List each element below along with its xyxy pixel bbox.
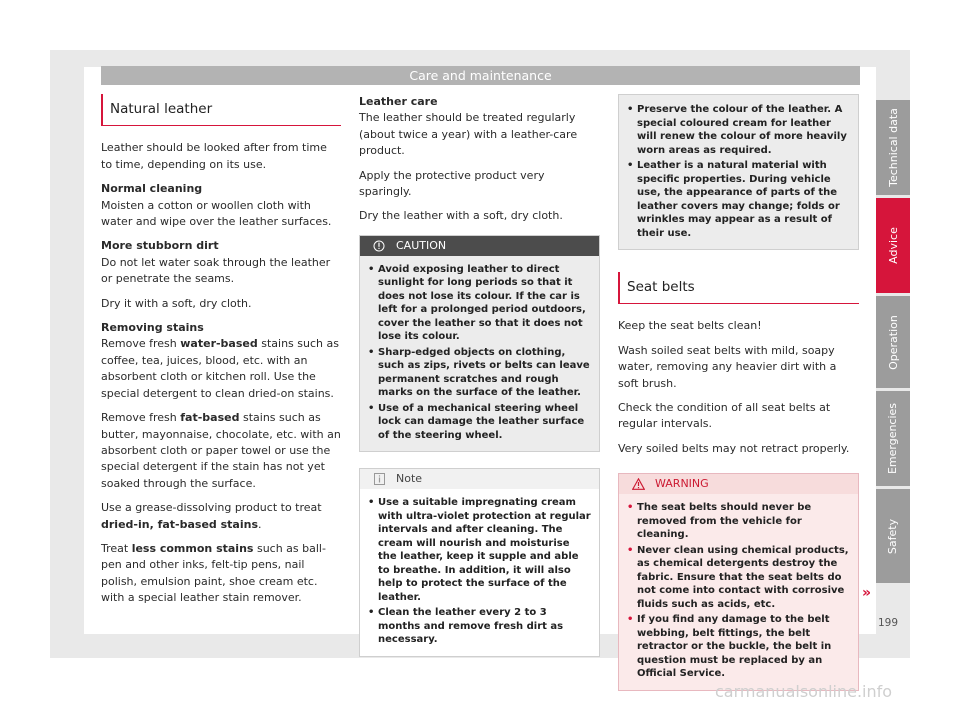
column-seat-belts bbox=[618, 94, 859, 691]
caution-body bbox=[360, 256, 599, 452]
stubborn-text-2: Dry it with a soft, dry cloth. bbox=[101, 296, 252, 310]
bullet-icon: • bbox=[368, 607, 375, 619]
caution-item: • Preserve the colour of the leather. A special coloured cream for leather will renew the colour of more heavily worn areas as required. bbox=[627, 104, 847, 156]
stains-paragraph-1: Remove fresh water-based stains such as coffee, tea, juices, blood, etc. with an absorbent cloth or kitchen roll. Use the special detergent to clean dried-on stains. bbox=[101, 337, 339, 400]
stubborn-text-1: Do not let water soak through the leather or penetrate the seams. bbox=[101, 255, 331, 286]
continue-arrow-icon: » bbox=[862, 585, 872, 601]
subheading-stubborn-dirt: More stubborn dirt bbox=[101, 239, 219, 253]
tab-operation[interactable]: Operation bbox=[876, 296, 910, 388]
care-text-3: Dry the leather with a soft, dry cloth. bbox=[359, 209, 563, 223]
stains-paragraph-3: Use a grease-dissolving product to treat dried-in, fat-based stains. bbox=[101, 501, 322, 531]
bullet-icon: • bbox=[368, 497, 375, 509]
bullet-icon: • bbox=[368, 263, 375, 275]
chapter-header: Care and maintenance bbox=[101, 66, 860, 85]
warning-label: WARNING bbox=[655, 477, 709, 491]
warning-item: • If you find any damage to the belt webbing, belt fittings, the belt retractor or the buckle, the belt in question must be replaced by an Official Service. bbox=[627, 614, 832, 680]
warning-item: • Never clean using chemical products, as chemical detergents destroy the fabric. Ensure that the seat belts do not come into contact with corrosive fluids such as acids, etc. bbox=[627, 544, 849, 610]
caution-item: • Leather is a natural material with specific properties. During vehicle use, the appearance of parts of the leather covers may change; folds or wrinkles may appear as a result of their use. bbox=[627, 160, 840, 239]
section-title-natural-leather: Natural leather bbox=[101, 94, 341, 126]
continued-caution-box bbox=[618, 94, 859, 250]
warning-box bbox=[618, 473, 859, 691]
bullet-icon: • bbox=[368, 346, 375, 358]
warning-body bbox=[619, 494, 858, 690]
subheading-normal-cleaning: Normal cleaning bbox=[101, 182, 203, 196]
page-number: 199 bbox=[878, 617, 899, 629]
care-text-1: The leather should be treated regularly (about twice a year) with a leather-care product. bbox=[359, 111, 578, 158]
warning-item: • The seat belts should never be removed from the vehicle for cleaning. bbox=[627, 502, 812, 541]
note-box bbox=[359, 468, 600, 657]
intro-text: Leather should be looked after from time to time, depending on its use. bbox=[101, 141, 327, 171]
subheading-removing-stains: Removing stains bbox=[101, 321, 204, 335]
caution-item: • Sharp-edged objects on clothing, such as zips, rivets or belts can leave permanent scratches and rough marks on the surface of the leather. bbox=[368, 346, 590, 399]
bullet-icon: • bbox=[627, 614, 634, 626]
caution-item: • Avoid exposing leather to direct sunlight for long periods so that it does not lose its colour. If the car is left for a prolonged period outdoors, cover the leather so that it does not lose its colour. bbox=[368, 263, 586, 343]
warning-header bbox=[619, 474, 858, 494]
seat-belts-text-3: Check the condition of all seat belts at regular intervals. bbox=[618, 401, 831, 431]
care-text-2: Apply the protective product very sparingly. bbox=[359, 168, 545, 199]
note-label: Note bbox=[396, 472, 423, 486]
tab-safety[interactable]: Safety bbox=[876, 489, 910, 583]
watermark: carmanualsonline.info bbox=[715, 682, 893, 701]
note-item: • Clean the leather every 2 to 3 months and remove fresh dirt as necessary. bbox=[368, 607, 564, 646]
tab-emergencies[interactable]: Emergencies bbox=[876, 391, 910, 486]
continued-caution-body bbox=[619, 95, 858, 249]
bullet-icon: • bbox=[627, 502, 634, 514]
caution-item: • Use of a mechanical steering wheel lock can damage the leather surface of the steering wheel. bbox=[368, 402, 585, 441]
section-title-seat-belts: Seat belts bbox=[618, 272, 859, 304]
subheading-leather-care: Leather care bbox=[359, 95, 438, 108]
note-header bbox=[360, 469, 599, 489]
seat-belts-text-1: Keep the seat belts clean! bbox=[618, 319, 762, 333]
caution-label: CAUTION bbox=[396, 238, 447, 252]
column-leather-care bbox=[359, 94, 600, 657]
caution-icon bbox=[372, 240, 386, 252]
stains-paragraph-4: Treat less common stains such as ball-pen and other inks, felt-tip pens, nail polish, emulsion paint, shoe cream etc. with a special leather stain remover. bbox=[101, 541, 326, 605]
tab-advice[interactable]: Advice bbox=[876, 198, 910, 293]
note-item: • Use a suitable impregnating cream with ultra-violet protection at regular intervals and after cleaning. The cream will nourish and moisturise the leather, keep it supple and able to breathe. In addition, it will also help to protect the surface of the leather. bbox=[368, 497, 591, 603]
warning-icon bbox=[631, 478, 645, 490]
seat-belts-text-2: Wash soiled seat belts with mild, soapy water, removing any heavier dirt with a soft brush. bbox=[618, 343, 837, 390]
tab-technical-data[interactable]: Technical data bbox=[876, 100, 910, 195]
column-natural-leather bbox=[101, 94, 341, 615]
bullet-icon: • bbox=[627, 160, 634, 171]
note-body bbox=[360, 489, 599, 656]
normal-cleaning-text: Moisten a cotton or woollen cloth with water and wipe over the leather surfaces. bbox=[101, 198, 332, 229]
stains-paragraph-2: Remove fresh fat-based stains such as butter, mayonnaise, chocolate, etc. with an absorbent cloth or paper towel or use the special detergent if the stain has not yet soaked through the surface. bbox=[101, 411, 341, 490]
bullet-icon: • bbox=[368, 402, 375, 414]
caution-header bbox=[360, 236, 599, 256]
bullet-icon: • bbox=[627, 104, 634, 115]
caution-box bbox=[359, 235, 600, 453]
note-icon bbox=[372, 473, 386, 485]
seat-belts-text-4: Very soiled belts may not retract properly. bbox=[618, 441, 850, 455]
bullet-icon: • bbox=[627, 544, 634, 556]
